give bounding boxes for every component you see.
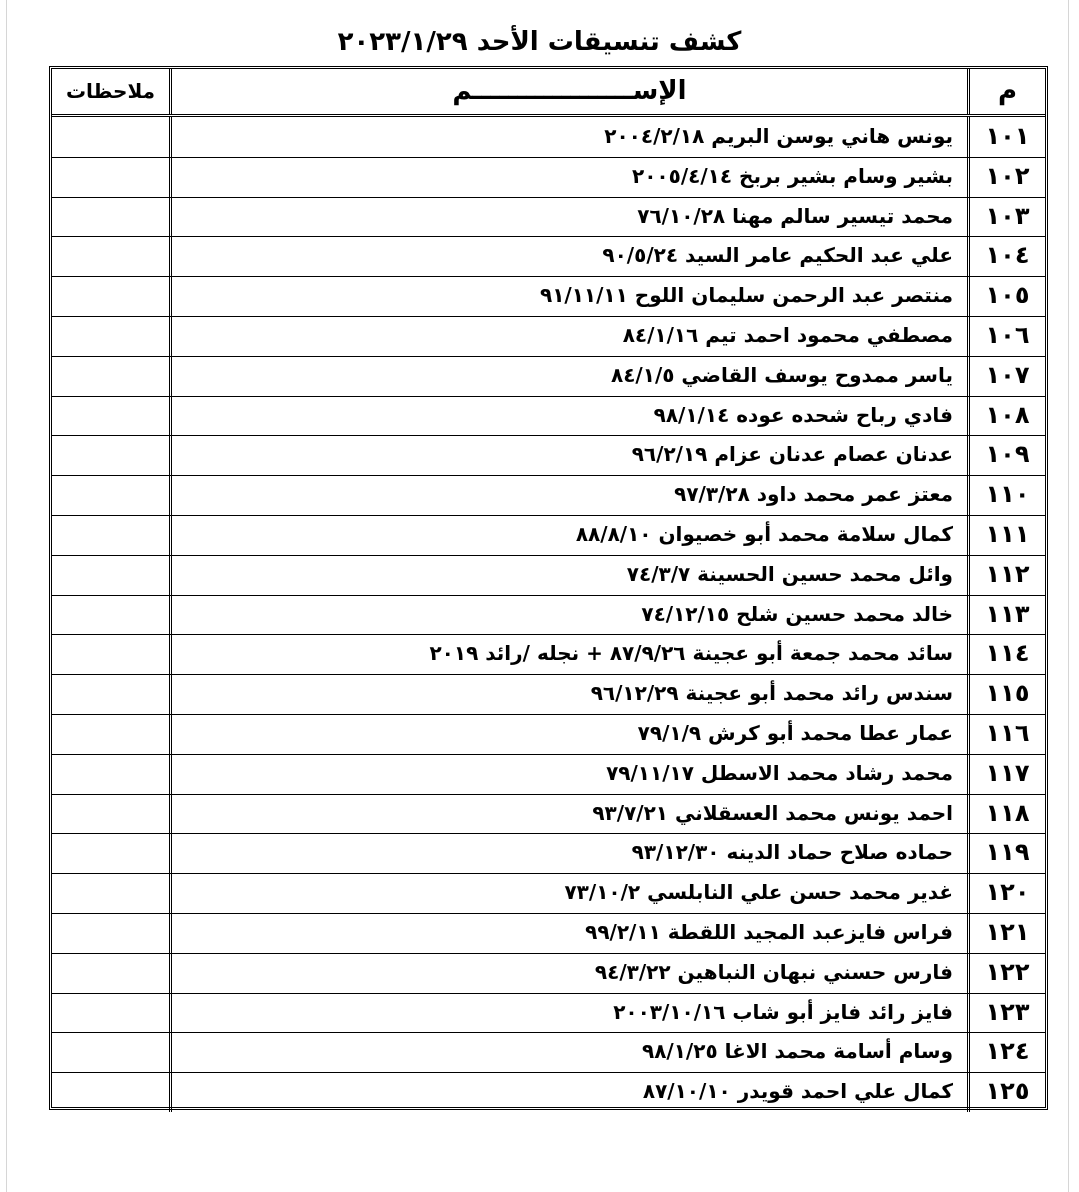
row-name: سائد محمد جمعة أبو عجينة ٨٧/٩/٢٦ + نجله /رائد ٢٠١٩ xyxy=(169,634,967,674)
row-number: ١١٢ xyxy=(967,555,1045,595)
row-name: علي عبد الحكيم عامر السيد ٩٠/٥/٢٤ xyxy=(169,236,967,276)
row-number: ١٠٨ xyxy=(967,396,1045,436)
row-notes xyxy=(52,435,169,475)
table-header-row xyxy=(52,69,1045,117)
row-name: فايز رائد فايز أبو شاب ٢٠٠٣/١٠/١٦ xyxy=(169,993,967,1033)
row-notes xyxy=(52,396,169,436)
row-notes xyxy=(52,475,169,515)
table-row xyxy=(52,1072,1045,1112)
table-row xyxy=(52,396,1045,437)
table-row xyxy=(52,435,1045,476)
row-name: معتز عمر محمد داود ٩٧/٣/٢٨ xyxy=(169,475,967,515)
table-row xyxy=(52,555,1045,596)
row-number: ١٠١ xyxy=(967,117,1045,157)
row-name: وائل محمد حسين الحسينة ٧٤/٣/٧ xyxy=(169,555,967,595)
row-number: ١٠٢ xyxy=(967,157,1045,197)
row-number: ١١١ xyxy=(967,515,1045,555)
row-number: ١١٤ xyxy=(967,634,1045,674)
row-name: محمد رشاد محمد الاسطل ٧٩/١١/١٧ xyxy=(169,754,967,794)
row-number: ١٠٦ xyxy=(967,316,1045,356)
row-number: ١٢٥ xyxy=(967,1072,1045,1112)
row-name: يونس هاني يوسن البريم ٢٠٠٤/٢/١٨ xyxy=(169,117,967,157)
row-notes xyxy=(52,356,169,396)
row-number: ١٠٩ xyxy=(967,435,1045,475)
header-num: م xyxy=(967,69,1045,114)
row-number: ١١٩ xyxy=(967,833,1045,873)
row-notes xyxy=(52,674,169,714)
row-number: ١٢١ xyxy=(967,913,1045,953)
row-notes xyxy=(52,276,169,316)
row-number: ١٠٤ xyxy=(967,236,1045,276)
row-notes xyxy=(52,873,169,913)
row-notes xyxy=(52,714,169,754)
row-notes xyxy=(52,117,169,157)
table-row xyxy=(52,634,1045,675)
table-row xyxy=(52,236,1045,277)
coordination-table xyxy=(49,66,1048,1110)
row-number: ١٢٣ xyxy=(967,993,1045,1033)
row-name: منتصر عبد الرحمن سليمان اللوح ٩١/١١/١١ xyxy=(169,276,967,316)
row-name: عدنان عصام عدنان عزام ٩٦/٢/١٩ xyxy=(169,435,967,475)
table-row xyxy=(52,515,1045,556)
table-row xyxy=(52,913,1045,954)
row-name: عمار عطا محمد أبو كرش ٧٩/١/٩ xyxy=(169,714,967,754)
row-notes xyxy=(52,595,169,635)
table-row xyxy=(52,117,1045,158)
row-name: كمال علي احمد قويدر ٨٧/١٠/١٠ xyxy=(169,1072,967,1112)
row-number: ١٠٥ xyxy=(967,276,1045,316)
table-row xyxy=(52,316,1045,357)
table-row xyxy=(52,833,1045,874)
table-row xyxy=(52,993,1045,1034)
row-name: محمد تيسير سالم مهنا ٧٦/١٠/٢٨ xyxy=(169,197,967,237)
row-number: ١١٦ xyxy=(967,714,1045,754)
row-notes xyxy=(52,1072,169,1112)
header-name: الإســــــــــــــــــم xyxy=(169,69,967,114)
row-number: ١٢٢ xyxy=(967,953,1045,993)
row-notes xyxy=(52,754,169,794)
row-name: بشير وسام بشير بربخ ٢٠٠٥/٤/١٤ xyxy=(169,157,967,197)
row-name: فادي رباح شحده عوده ٩٨/١/١٤ xyxy=(169,396,967,436)
row-number: ١٠٧ xyxy=(967,356,1045,396)
row-number: ١١٥ xyxy=(967,674,1045,714)
row-name: سندس رائد محمد أبو عجينة ٩٦/١٢/٢٩ xyxy=(169,674,967,714)
row-notes xyxy=(52,833,169,873)
row-name: فارس حسني نبهان النباهين ٩٤/٣/٢٢ xyxy=(169,953,967,993)
row-number: ١١٧ xyxy=(967,754,1045,794)
row-notes xyxy=(52,913,169,953)
row-number: ١٢٠ xyxy=(967,873,1045,913)
row-number: ١٢٤ xyxy=(967,1032,1045,1072)
table-row xyxy=(52,953,1045,994)
row-number: ١١٣ xyxy=(967,595,1045,635)
row-name: غدير محمد حسن علي النابلسي ٧٣/١٠/٢ xyxy=(169,873,967,913)
row-name: فراس فايزعبد المجيد اللقطة ٩٩/٢/١١ xyxy=(169,913,967,953)
table-row xyxy=(52,714,1045,755)
row-notes xyxy=(52,993,169,1033)
row-notes xyxy=(52,316,169,356)
table-row xyxy=(52,197,1045,238)
row-notes xyxy=(52,1032,169,1072)
header-notes: ملاحظات xyxy=(65,79,156,103)
row-notes xyxy=(52,515,169,555)
table-row xyxy=(52,157,1045,198)
row-number: ١٠٣ xyxy=(967,197,1045,237)
row-notes xyxy=(52,953,169,993)
table-row xyxy=(52,674,1045,715)
row-notes xyxy=(52,157,169,197)
row-number: ١١٠ xyxy=(967,475,1045,515)
row-name: ياسر ممدوح يوسف القاضي ٨٤/١/٥ xyxy=(169,356,967,396)
row-name: احمد يونس محمد العسقلاني ٩٣/٧/٢١ xyxy=(169,794,967,834)
row-notes xyxy=(52,236,169,276)
table-row xyxy=(52,794,1045,835)
document-title: كشف تنسيقات الأحد ٢٠٢٣/١/٢٩ xyxy=(337,27,742,57)
table-row xyxy=(52,1032,1045,1073)
row-name: كمال سلامة محمد أبو خصيوان ٨٨/٨/١٠ xyxy=(169,515,967,555)
row-name: خالد محمد حسين شلح ٧٤/١٢/١٥ xyxy=(169,595,967,635)
row-number: ١١٨ xyxy=(967,794,1045,834)
row-notes xyxy=(52,555,169,595)
table-row xyxy=(52,276,1045,317)
row-name: مصطفي محمود احمد تيم ٨٤/١/١٦ xyxy=(169,316,967,356)
table-row xyxy=(52,475,1045,516)
table-row xyxy=(52,873,1045,914)
row-notes xyxy=(52,197,169,237)
table-row xyxy=(52,754,1045,795)
row-name: وسام أسامة محمد الاغا ٩٨/١/٢٥ xyxy=(169,1032,967,1072)
table-row xyxy=(52,356,1045,397)
row-notes xyxy=(52,794,169,834)
row-notes xyxy=(52,634,169,674)
row-name: حماده صلاح حماد الدينه ٩٣/١٢/٣٠ xyxy=(169,833,967,873)
table-row xyxy=(52,595,1045,636)
